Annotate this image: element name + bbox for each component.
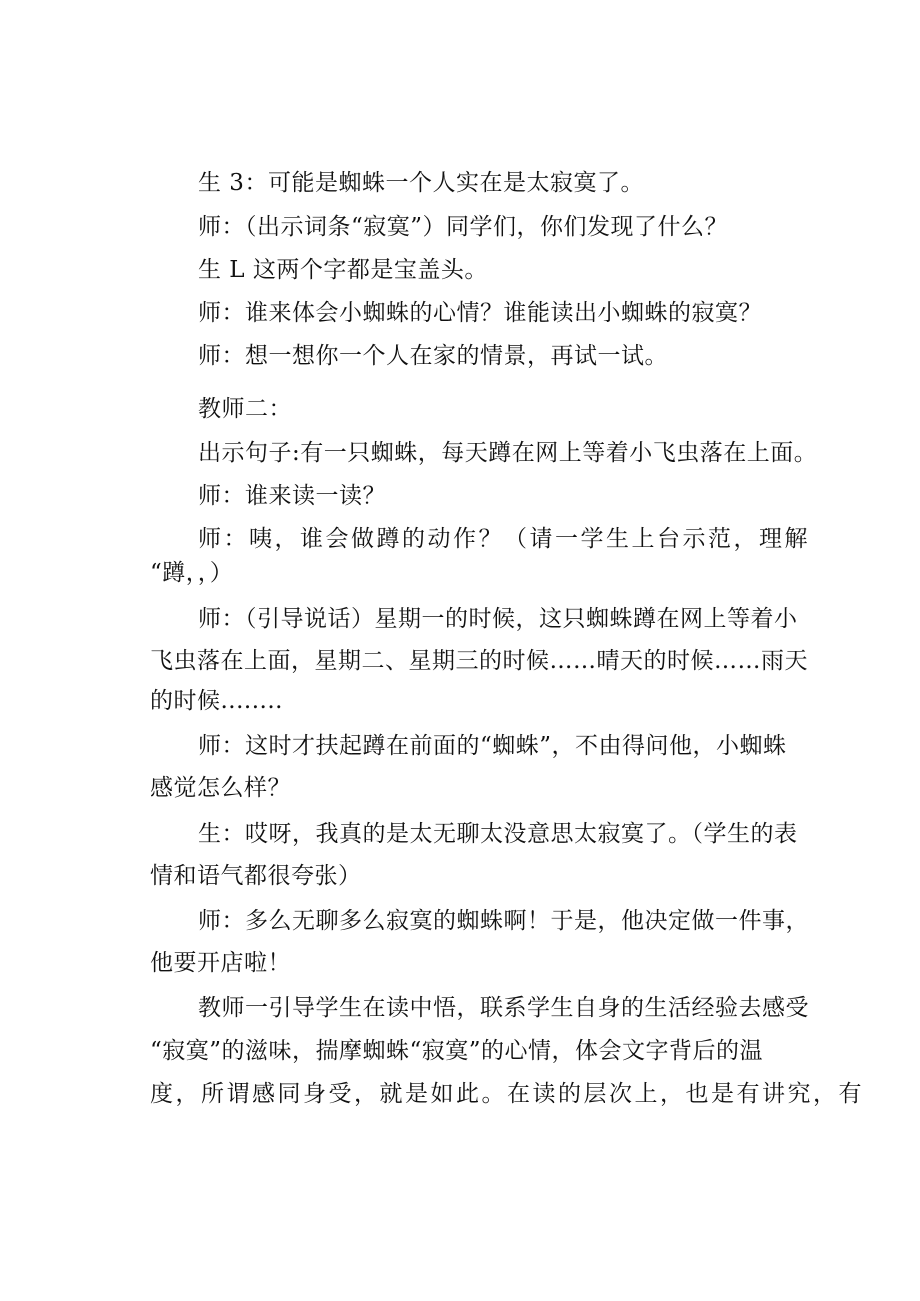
line-guide-continued: 飞虫落在上面，星期二、星期三的时候……晴天的时候……雨天 xyxy=(150,648,808,674)
line-teacher-shop: 师：多么无聊多么寂寞的蜘蛛啊！于是，他决定做一件事， xyxy=(198,908,809,934)
line-commentary-3: 度，所谓感同身受，就是如此。在读的层次上，也是有讲究，有 xyxy=(150,1081,864,1107)
line-teacher-imagine: 师：想一想你一个人在家的情景，再试一试。 xyxy=(198,343,668,369)
line-student-bored: 生：哎呀，我真的是太无聊太没意思太寂寞了。（学生的表 xyxy=(198,821,798,847)
line-student-radical: 生 L 这两个字都是宝盖头。 xyxy=(198,257,488,283)
line-teacher-feel: 师：谁来体会小蜘蛛的心情？谁能读出小蜘蛛的寂寞？ xyxy=(198,300,762,326)
line-commentary-2: “寂寞”的滋味，揣摩蜘蛛“寂寞”的心情，体会文字背后的温 xyxy=(150,1038,764,1064)
line-teacher-squat: 师：咦，谁会做蹲的动作？（请一学生上台示范，理解 xyxy=(198,526,810,552)
section-heading-teacher-two: 教师二： xyxy=(198,396,292,422)
line-student-3: 生 3：可能是蜘蛛一个人实在是太寂寞了。 xyxy=(198,170,644,196)
line-commentary-1: 教师一引导学生在读中悟，联系学生自身的生活经验去感受 xyxy=(198,995,809,1021)
line-teacher-guide: 师：（引导说话）星期一的时候，这只蜘蛛蹲在网上等着小 xyxy=(198,606,798,632)
line-bored-continued: 情和语气都很夸张） xyxy=(150,863,362,889)
line-lift-continued: 感觉怎么样？ xyxy=(150,775,291,801)
line-guide-end: 的时候........ xyxy=(150,688,283,714)
line-teacher-show-word: 师：（出示词条“寂寞”）同学们，你们发现了什么？ xyxy=(198,214,729,240)
line-teacher-lift: 师：这时才扶起蹲在前面的“蜘蛛”，不由得问他，小蜘蛛 xyxy=(198,733,787,759)
line-shop-continued: 他要开店啦！ xyxy=(150,950,291,976)
line-teacher-read: 师：谁来读一读？ xyxy=(198,483,386,509)
line-squat-quote: “蹲，，） xyxy=(150,560,234,586)
line-show-sentence: 出示句子:有一只蜘蛛，每天蹲在网上等着小飞虫落在上面。 xyxy=(198,440,818,466)
